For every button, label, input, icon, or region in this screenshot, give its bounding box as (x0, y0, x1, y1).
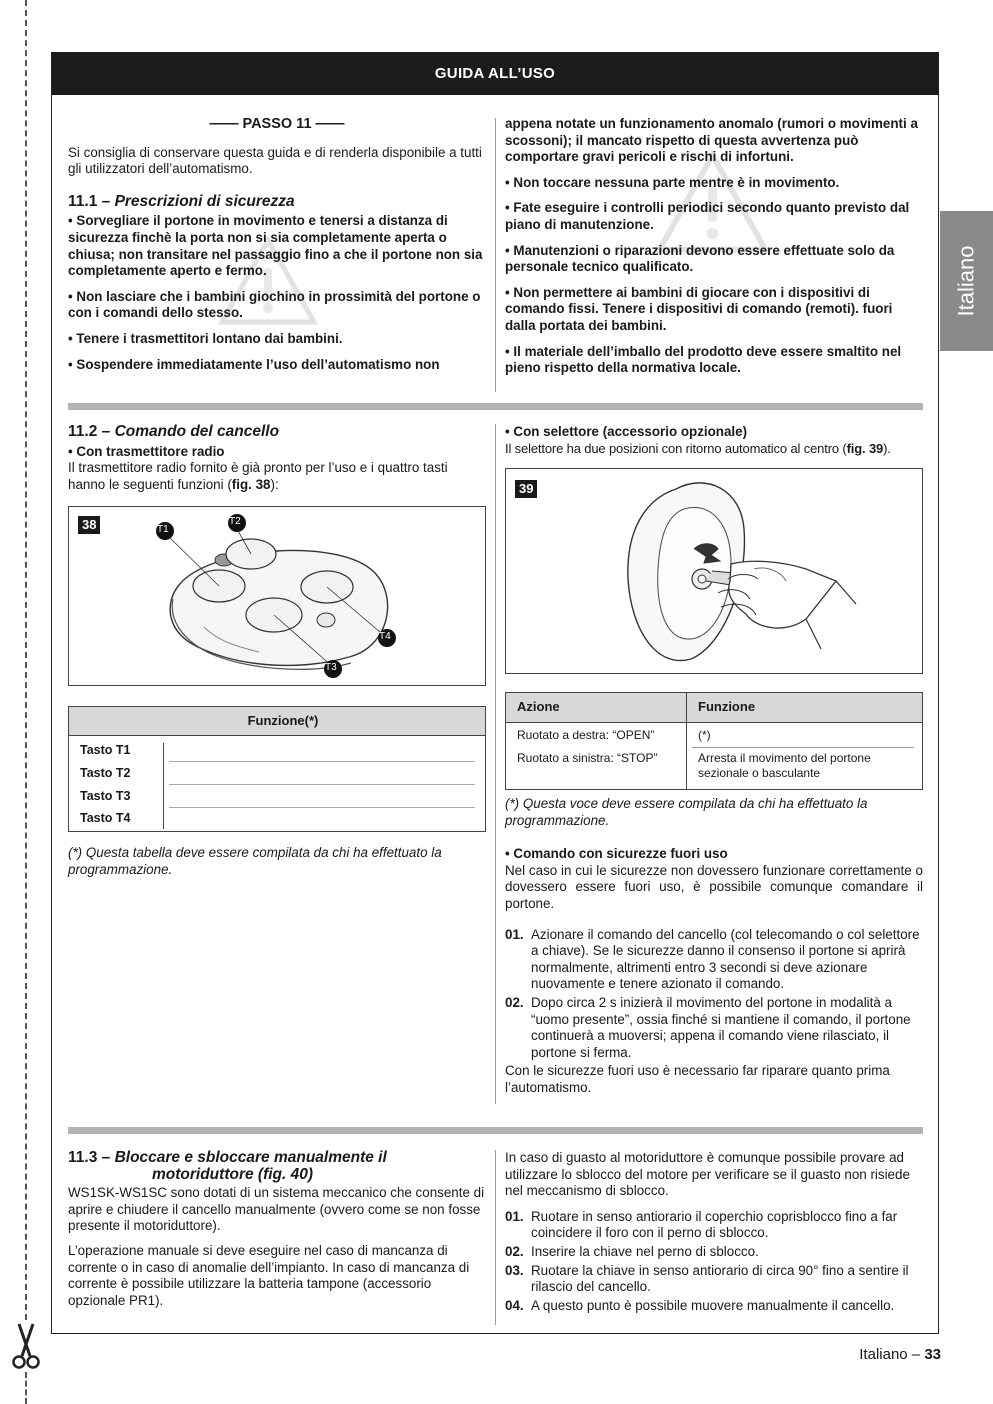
keys-function-table (68, 706, 486, 832)
safety-steps-list (505, 927, 923, 1062)
table-row: Ruotato a destra: “OPEN” (*) (506, 727, 922, 749)
figure-39 (505, 468, 923, 674)
section-2-right (505, 424, 923, 457)
table-row: Tasto T1 (69, 739, 485, 762)
fig38-t3-label: T3 (325, 662, 337, 673)
section-3-left (68, 1150, 486, 1309)
language-tab (940, 211, 993, 351)
bullet-right-3: • Fate eseguire i controlli periodici secondo quanto previsto dal piano di manutenzione. (505, 200, 910, 232)
figure-38-number: 38 (78, 516, 100, 534)
table-row: Tasto T3 (69, 785, 485, 808)
intro-text: Si consiglia di conservare questa guida e di renderla disponibile a tutti gli utilizzatori dell’automatismo. (68, 144, 482, 177)
safety-disabled-closing: Con le sicurezze fuori uso è necessario far riparare quanto prima l’automatismo. (505, 1063, 890, 1095)
list-item: 04. A questo punto è possibile muovere manualmente il cancello. (505, 1297, 895, 1313)
footer-language: Italiano – (859, 1346, 925, 1363)
section-1-right (505, 116, 923, 386)
table-row: Tasto T2 (69, 762, 485, 785)
list-item: 02. Dopo circa 2 s inizierà il movimento del portone in modalità a “uomo presente”, ossia finché si mantiene il comando, il portone continuerà a muoversi; appena il comando viene rilasciato, il portone si ferma. (505, 994, 911, 1060)
sub-safety-disabled: • Comando con sicurezze fuori uso (505, 846, 728, 862)
table-header-action: Azione (517, 699, 560, 714)
list-item: 01. Ruotare in senso antiorario il coperchio coprisblocco fino a far coincidere il foro con il perno di sblocco. (505, 1208, 898, 1241)
fig38-t2-label: T2 (229, 516, 241, 527)
bullet-right-5: • Non permettere ai bambini di giocare con i dispositivi di comando fissi. Tenere i dispositivi di comando (remoti). fuori dalla portata dei bambini. (505, 284, 893, 333)
table-header-function-right: Funzione (698, 699, 756, 714)
bullet-left-3: • Tenere i trasmettitori lontano dai bambini. (68, 330, 343, 346)
key-selector-illustration (506, 469, 922, 673)
cut-line-bottom (25, 1372, 27, 1404)
page-header (52, 53, 938, 95)
page-footer (859, 1347, 941, 1364)
list-item: 02. Inserire la chiave nel perno di sblocco. (505, 1243, 759, 1259)
list-item: 01. Azionare il comando del cancello (col telecomando o col selettore a chiave). Se le sicurezze danno il consenso il portone si aprirà normalmente, altrimenti entro 3 secondi si deve azionare nuovamente e tenere azionato il comando. (505, 926, 920, 992)
selector-text: Il selettore ha due posizioni con ritorno automatico al centro (fig. 39). (505, 440, 891, 456)
scissors-icon (10, 1322, 42, 1370)
column-divider-2 (495, 424, 496, 1104)
figure-38 (68, 506, 486, 686)
list-item: 03. Ruotare la chiave in senso antiorario di circa 90° fino a sentire il rilascio del cancello. (505, 1262, 909, 1295)
table-note-right: (*) Questa voce deve essere compilata da chi ha effettuato la programmazione. (505, 796, 868, 828)
table-note-left: (*) Questa tabella deve essere compilata da chi ha effettuato la programmazione. (68, 845, 442, 877)
section-1-left (68, 116, 486, 382)
section-separator-2 (68, 1127, 923, 1134)
fig38-t1-label: T1 (157, 524, 169, 535)
cut-line (25, 0, 27, 1320)
fig38-t4-label: T4 (379, 631, 391, 642)
selector-action-table: Azione Funzione Ruotato a destra: “OPEN” (*) Ruotato a sinistra: “STOP” Arresta il movimento del portone sezionale o basculante (505, 692, 923, 790)
safety-disabled-text: Nel caso in cui le sicurezze non dovessero funzionare correttamente o dovessero essere fuori uso, è possibile comunque comandare il portone. (505, 862, 923, 911)
passo-heading: —— PASSO 11 —— (209, 116, 345, 132)
bullet-left-1: • Sorvegliare il portone in movimento e tenersi a distanza di sicurezza finchè la porta non si sia completamente aperta o chiusa; non transitare nel passaggio fino a che il portone non sia completamente aperto e fermo. (68, 213, 483, 279)
bullet-right-4: • Manutenzioni o riparazioni devono essere effettuate solo da personale tecnico qualificato. (505, 242, 895, 275)
table-row: Tasto T4 (80, 811, 131, 825)
bullet-right-6: • Il materiale dell’imballo del prodotto deve essere smaltito nel pieno rispetto della normativa locale. (505, 343, 902, 376)
section-2-left (68, 424, 486, 493)
column-divider-3 (495, 1150, 496, 1325)
section-3-right (505, 1150, 923, 1316)
bullet-left-4: • Sospendere immediatamente l’uso dell’automatismo non (68, 356, 440, 372)
radio-text: Il trasmettitore radio fornito è già pronto per l’uso e i quattro tasti hanno le seguenti funzioni (fig. 38): (68, 460, 448, 492)
table-header-function: Funzione(*) (247, 712, 319, 728)
manual-release-fault: In caso di guasto al motoriduttore è comunque possibile provare ad utilizzare lo sblocco del motore per verificare se il guasto non risiede nel meccanismo di sblocco. (505, 1150, 910, 1199)
section-separator-1 (68, 403, 923, 410)
bullet-left-2: • Non lasciare che i bambini giochino in prossimità del portone o con i comandi dello stesso. (68, 288, 481, 321)
section-11-1-heading: 11.1 – Prescrizioni di sicurezza (68, 192, 295, 210)
figure-39-number: 39 (515, 480, 537, 498)
column-divider-1 (495, 118, 496, 392)
section-2-right-lower (505, 796, 923, 1097)
language-tab-label: Italiano (953, 245, 979, 317)
bullet-right-2: • Non toccare nessuna parte mentre è in movimento. (505, 174, 840, 190)
page-number: 33 (924, 1346, 941, 1363)
release-steps-list (505, 1209, 923, 1315)
header-title: GUIDA ALL’USO (434, 64, 556, 82)
manual-release-when: L’operazione manuale si deve eseguire nel caso di mancanza di corrente o in caso di anomalie dell’impianto. In caso di mancanza di corrente è possibile utilizzare la batteria tampone (accessorio opzionale PR1). (68, 1242, 470, 1308)
section-11-3-heading: 11.3 – Bloccare e sbloccare manualmente il motoriduttore (fig. 40) (68, 1149, 387, 1183)
bullet-right-1: appena notate un funzionamento anomalo (rumori o movimenti a scossoni); il mancato rispetto di questa avvertenza può comportare gravi pericoli e rischi di infortuni. (505, 116, 918, 165)
sub-selector: • Con selettore (accessorio opzionale) (505, 424, 748, 439)
sub-radio-transmitter: • Con trasmettitore radio (68, 443, 225, 459)
section-11-2-heading: 11.2 – Comando del cancello (68, 423, 280, 440)
manual-release-intro: WS1SK-WS1SC sono dotati di un sistema meccanico che consente di aprire e chiudere il cancello manualmente (ovvero come se non fosse presente il motoriduttore). (68, 1185, 485, 1234)
remote-control-illustration (69, 507, 485, 685)
